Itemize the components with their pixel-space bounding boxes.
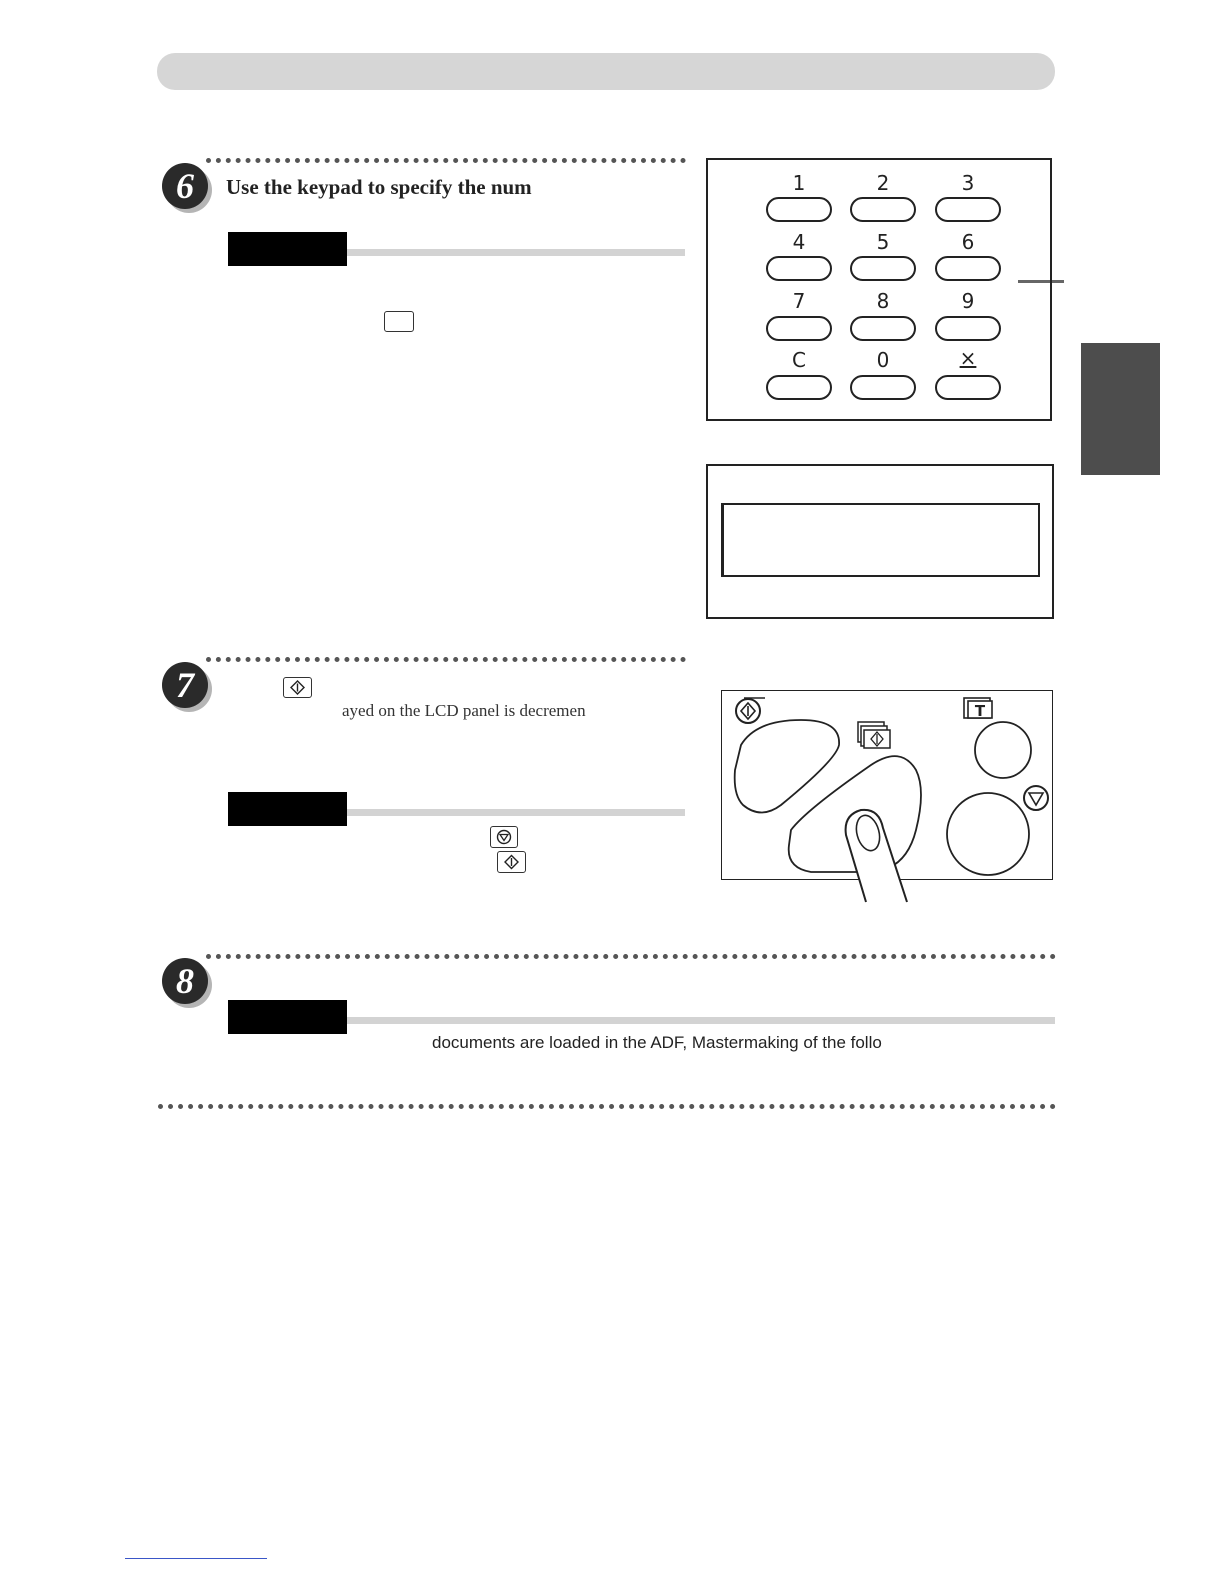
key-2-label: 2 xyxy=(876,171,890,195)
stop-icon xyxy=(1024,786,1048,810)
step7-dotted-rule xyxy=(206,657,686,662)
step8-note-label xyxy=(228,1000,347,1034)
key-5-label: 5 xyxy=(876,230,890,254)
key-4-label: 4 xyxy=(792,230,806,254)
step7-text: ayed on the LCD panel is decremen xyxy=(342,701,586,720)
header-bar xyxy=(157,53,1055,90)
key-0-label: 0 xyxy=(876,348,890,372)
key-9[interactable] xyxy=(935,316,1001,341)
step6-dotted-rule xyxy=(206,158,686,163)
step7-note-label xyxy=(228,792,347,826)
chapter-tab xyxy=(1081,343,1160,475)
stop-icon xyxy=(491,827,517,847)
step6-note-rule xyxy=(347,249,685,256)
print-start-icon xyxy=(858,722,890,748)
key-0[interactable] xyxy=(850,375,916,400)
key-5[interactable] xyxy=(850,256,916,281)
lcd-screen xyxy=(721,503,1040,577)
key-8[interactable] xyxy=(850,316,916,341)
key-6-label: 6 xyxy=(961,230,975,254)
start-icon xyxy=(736,698,765,723)
key-x-label: × xyxy=(959,346,977,370)
control-panel-drawing xyxy=(721,690,1061,905)
key-multiply[interactable] xyxy=(935,375,1001,400)
step6-note-label xyxy=(228,232,347,266)
step8-note-rule xyxy=(347,1017,1055,1024)
key-3[interactable] xyxy=(935,197,1001,222)
key-clear[interactable] xyxy=(766,375,832,400)
footer-link-underline[interactable] xyxy=(125,1558,267,1559)
start-icon xyxy=(284,678,311,697)
start-icon xyxy=(498,852,525,872)
key-2[interactable] xyxy=(850,197,916,222)
stop-key-icon xyxy=(490,826,518,848)
key-4[interactable] xyxy=(766,256,832,281)
key-3-label: 3 xyxy=(961,171,975,195)
step7-badge: 7 xyxy=(162,662,208,708)
inline-key-icon xyxy=(384,311,414,332)
step6-badge: 6 xyxy=(162,163,208,209)
test-print-label: T xyxy=(974,702,986,720)
test-print-icon xyxy=(964,698,992,720)
key-c-label: C xyxy=(792,348,806,372)
key-9-label: 9 xyxy=(961,289,975,313)
step8-dotted-rule xyxy=(206,954,1056,959)
step6-title: Use the keypad to specify the num xyxy=(226,175,532,199)
key-7[interactable] xyxy=(766,316,832,341)
section-end-dotted-rule xyxy=(158,1104,1056,1109)
key-1[interactable] xyxy=(766,197,832,222)
key-6[interactable] xyxy=(935,256,1001,281)
keypad-illustration xyxy=(706,158,1052,421)
start-key-icon xyxy=(283,677,312,698)
key-1-label: 1 xyxy=(792,171,806,195)
step8-text: documents are loaded in the ADF, Mastermaking of the follo xyxy=(432,1033,882,1052)
proof-button[interactable] xyxy=(735,720,839,813)
start-key-icon-2 xyxy=(497,851,526,873)
step7-note-rule xyxy=(347,809,685,816)
stop-button[interactable] xyxy=(947,793,1029,875)
key-8-label: 8 xyxy=(876,289,890,313)
key-7-label: 7 xyxy=(792,289,806,313)
step8-badge: 8 xyxy=(162,958,208,1004)
test-print-button[interactable] xyxy=(975,722,1031,778)
